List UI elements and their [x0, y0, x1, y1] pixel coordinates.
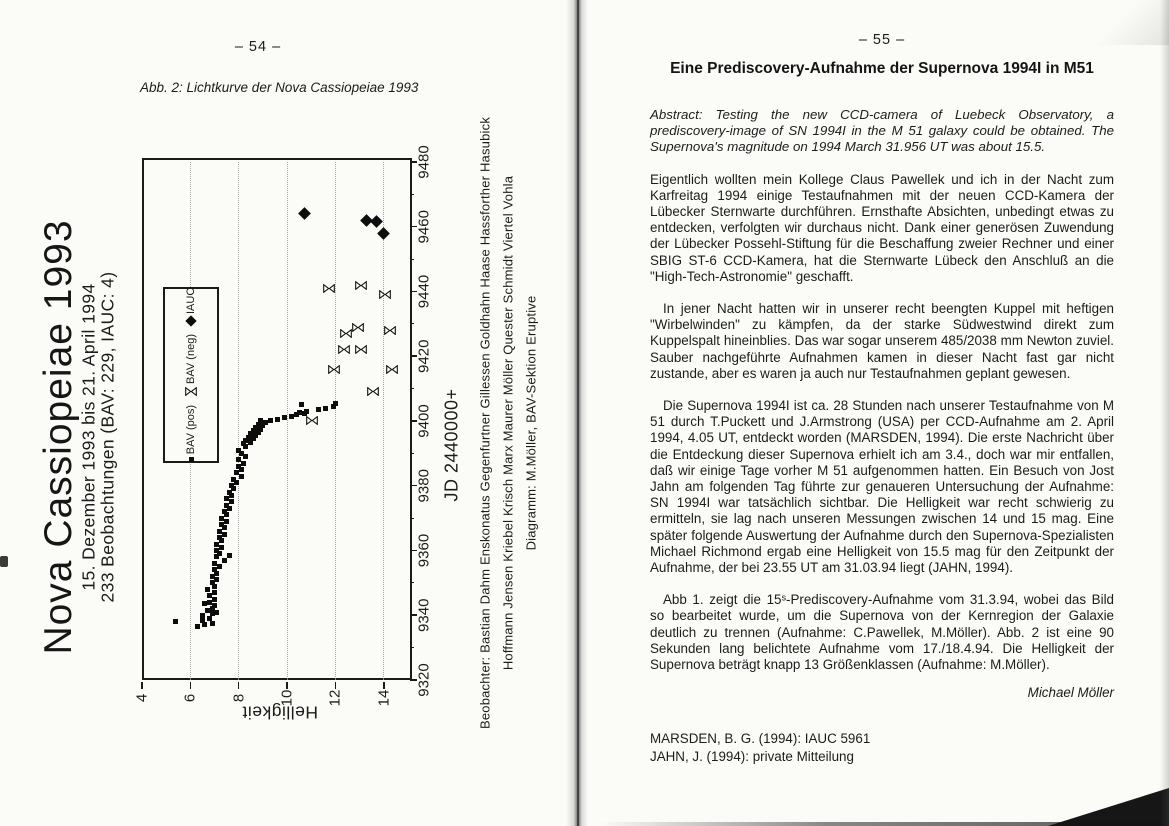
data-point-iauc	[298, 207, 311, 220]
data-point-bav-pos	[236, 457, 241, 462]
jd-tick-label: 9480	[415, 145, 433, 179]
diagram-credit-line: Diagramm: M.Möller, BAV-Sektion Eruptive	[523, 295, 539, 551]
data-point-bav-neg	[337, 345, 349, 354]
mag-tick-label: 12	[326, 689, 344, 707]
scan-corner-shadow	[1048, 788, 1169, 826]
legend-entry-bav-pos	[185, 405, 197, 462]
reference-marsden: MARSDEN, B. G. (1994): IAUC 5961	[650, 731, 871, 747]
mag-tick	[238, 682, 240, 689]
data-point-bav-neg	[354, 281, 366, 290]
mag-tick-label: 10	[278, 689, 296, 707]
data-point-bav-neg	[351, 323, 363, 332]
data-point-bav-pos	[207, 616, 212, 621]
scan-top-right-shading	[1090, 0, 1169, 45]
jd-minor-tick	[410, 582, 414, 583]
data-point-bav-pos	[243, 454, 248, 459]
chart-title: Nova Cassiopeiae 1993	[37, 219, 80, 655]
article-abstract: Abstract: Testing the new CCD-camera of Luebeck Observatory, a prediscovery-image of SN 1994I in the M 51 galaxy could be obtained. The Supernova's magnitude on 1994 March 31.956 UT was about 15.5.	[650, 107, 1114, 155]
lightcurve-figure	[37, 95, 552, 745]
jd-minor-tick	[410, 388, 414, 389]
author-signature: Michael Möller	[1027, 685, 1114, 701]
mag-tick-label: 4	[133, 693, 151, 703]
data-point-bav-pos	[214, 577, 219, 582]
data-point-bav-pos	[210, 621, 215, 626]
data-point-iauc	[377, 227, 390, 240]
scan-bottom-edge-shadow	[600, 822, 1169, 826]
data-point-iauc	[361, 214, 374, 227]
data-point-bav-neg	[385, 365, 397, 374]
scan-right-edge-shadow	[1160, 0, 1169, 826]
jd-tick-label: 9420	[415, 339, 433, 373]
jd-tick-label: 9460	[415, 210, 433, 244]
hourglass-marker-icon	[185, 387, 197, 396]
paragraph-1: Eigentlich wollten mein Kollege Claus Pawellek und ich in der Nacht zum Karfreitag 1994 einige Testaufnahmen mit der neuen CCD-Kamera der Lübecker Sternwarte durchführen. Ernsthafte Absichten, unbedingt etwas zu entdecken, verfolgten wir durchaus nicht. Dank einer generösen Zuwendung der Lübecker Possehl-Stiftung für die Beschaffung zweier Rechner und einer SBIG ST-6 CCD-Kamera, hat die Sternwarte Lübeck den Anschluß an die "High-Tech-Astronomie" geschafft.	[650, 171, 1114, 284]
data-point-bav-pos	[195, 624, 200, 629]
data-point-bav-pos	[205, 587, 210, 592]
mag-tick	[190, 682, 192, 689]
square-marker-icon	[189, 457, 194, 462]
data-point-bav-pos	[217, 564, 222, 569]
legend-label: BAV (pos)	[185, 404, 197, 455]
data-point-bav-neg	[339, 329, 351, 338]
observers-line-1: Beobachter: Bastian Dahm Enskonatus Gegenfurtner Gillessen Goldhahn Haase Hassforther Hasubick	[477, 116, 493, 730]
paragraph-3: Die Supernova 1994I ist ca. 28 Stunden nach unserer Testaufnahme von M 51 durch T.Puckett und J.Armstrong (USA) per CCD-Aufnahme am 2. April 1994, 4.05 UT, entdeckt worden (MARSDEN, 1994). Die erste Nachricht über die Entdeckung dieser Supernova erhielt ich am 3.4., doch war mir entfallen, daß wir einige Tage vorher M 51 aufgenommen hatten. Ein Besuch von Jost Jahn am folgenden Tag führte zur genaueren Untersuchung der Aufnahme: SN 1994I war tatsächlich sichtbar. Die Helligkeit war recht schwierig zu ermitteln, sie lag nach unseren Messungen zwischen 14 und 15 mag. Eine später folgende Auswertung der Aufnahme durch den Supernova-Spezialisten Michael Richmond ergab eine Helligkeit von 15.5 mag für den Zeitpunkt der Aufnahme, der bei 23.55 UT am 31.03.94 liegt (JAHN, 1994).	[650, 398, 1114, 576]
data-point-bav-neg	[305, 417, 317, 426]
data-point-bav-pos	[202, 622, 207, 627]
data-point-bav-pos	[236, 448, 241, 453]
article-title: Eine Prediscovery-Aufnahme der Supernova 1994I in M51	[670, 60, 1094, 77]
x-axis-label: JD 2440000+	[441, 388, 462, 502]
mag-gridline	[238, 162, 239, 680]
reference-jahn: JAHN, J. (1994): private Mitteilung	[650, 748, 854, 764]
data-point-bav-neg	[383, 326, 395, 335]
mag-tick-label: 6	[181, 693, 199, 703]
paragraph-2: In jener Nacht hatten wir in unserer recht beengten Kuppel mit heftigen "Wirbelwinden" zu kämpfen, da der starke Südwestwind direkt zum Kuppelspalt hineinblies. Das war sogar unserem 485/2038 mm Newton zuviel. Sauber nachgeführte Aufnahmen kamen in dieser Nacht fast gar nicht zustande, aber es waren ja auch nur Testaufnahmen geplant gewesen.	[650, 301, 1114, 381]
data-point-bav-pos	[212, 603, 217, 608]
page-number-left: – 54 –	[234, 39, 282, 55]
data-point-iauc	[370, 216, 383, 229]
data-point-bav-pos	[214, 610, 219, 615]
jd-tick-label: 9380	[415, 469, 433, 503]
chart-subtitle-dates: 15. Dezember 1993 bis 21. April 1994	[78, 283, 99, 591]
jd-tick-label: 9320	[415, 663, 433, 697]
jd-tick-label: 9400	[415, 404, 433, 438]
data-point-bav-neg	[366, 387, 378, 396]
y-axis-label: Helligkeit	[242, 702, 318, 723]
mag-tick-label: 8	[230, 693, 248, 703]
right-page-column	[650, 32, 1114, 765]
jd-minor-tick	[410, 647, 414, 648]
mag-gridline	[335, 162, 336, 680]
data-point-bav-pos	[268, 418, 273, 423]
data-point-bav-pos	[212, 590, 217, 595]
jd-minor-tick	[410, 453, 414, 454]
legend-entry-iauc	[185, 288, 197, 325]
chart-layer	[37, 95, 552, 745]
observers-line-2: Hoffmann Jensen Kriebel Krisch Marx Maurer Möller Quester Schmidt Viertel Vohla	[500, 175, 516, 671]
data-point-bav-pos	[275, 417, 280, 422]
data-point-bav-pos	[241, 461, 246, 466]
scan-left-edge-mark	[0, 556, 8, 567]
data-point-bav-pos	[200, 613, 205, 618]
data-point-bav-pos	[200, 618, 205, 623]
data-point-bav-pos	[282, 415, 287, 420]
data-point-bav-pos	[212, 597, 217, 602]
legend-label: IAUC	[185, 287, 197, 315]
mag-tick	[141, 682, 143, 689]
jd-tick-label: 9440	[415, 274, 433, 309]
mag-tick	[286, 682, 288, 689]
data-point-bav-pos	[304, 409, 309, 414]
figure-caption: Abb. 2: Lichtkurve der Nova Cassiopeiae 1993	[140, 80, 419, 95]
data-point-bav-pos	[316, 407, 321, 412]
data-point-bav-pos	[173, 619, 178, 624]
mag-gridline	[287, 162, 288, 680]
data-point-bav-pos	[231, 477, 236, 482]
chart-legend	[163, 287, 219, 463]
jd-tick-label: 9360	[415, 533, 433, 568]
data-point-bav-neg	[378, 290, 390, 299]
data-point-bav-pos	[222, 558, 227, 563]
data-point-bav-pos	[323, 406, 328, 411]
data-point-bav-pos	[299, 402, 304, 407]
data-point-bav-pos	[239, 474, 244, 479]
paragraph-4: Abb 1. zeigt die 15ˢ-Prediscovery-Aufnahme vom 31.3.94, wobei das Bild so bearbeitet wurde, um die Supernova von der Kernregion der Galaxie deutlich zu trennen (Aufnahme: C.Pawellek, M.Möller). Abb. 2 ist eine 90 Sekunden lang belichtete Aufnahme vom 17./18.4.94. Die Helligkeit der Supernova beträgt knapp 13 Größenklassen (Aufnahme: M.Möller).	[650, 592, 1114, 673]
data-point-bav-neg	[327, 365, 339, 374]
jd-tick-label: 9340	[415, 598, 433, 632]
mag-tick-label: 14	[375, 689, 393, 707]
data-point-bav-pos	[224, 519, 229, 524]
jd-minor-tick	[410, 194, 414, 195]
data-point-bav-pos	[297, 410, 302, 415]
data-point-bav-pos	[258, 419, 263, 424]
jd-minor-tick	[410, 323, 414, 324]
data-point-bav-pos	[212, 561, 217, 566]
references	[650, 730, 1114, 765]
mag-tick	[335, 682, 337, 689]
page-gutter-line	[577, 0, 579, 826]
data-point-bav-neg	[354, 345, 366, 354]
data-point-bav-pos	[222, 532, 227, 537]
jd-minor-tick	[410, 259, 414, 260]
data-point-bav-pos	[229, 499, 234, 504]
data-point-bav-pos	[333, 401, 338, 406]
jd-minor-tick	[410, 518, 414, 519]
data-point-bav-neg	[322, 284, 334, 293]
mag-tick	[383, 682, 385, 689]
diamond-marker-icon	[185, 315, 196, 326]
page-number-right: – 55 –	[858, 32, 906, 48]
legend-entry-bav-neg	[185, 334, 197, 396]
chart-subtitle-count: 233 Beobachtungen (BAV: 229, IAUC: 4)	[97, 271, 118, 603]
data-point-bav-pos	[219, 545, 224, 550]
legend-label: BAV (neg)	[185, 334, 197, 384]
data-point-bav-pos	[227, 553, 232, 558]
